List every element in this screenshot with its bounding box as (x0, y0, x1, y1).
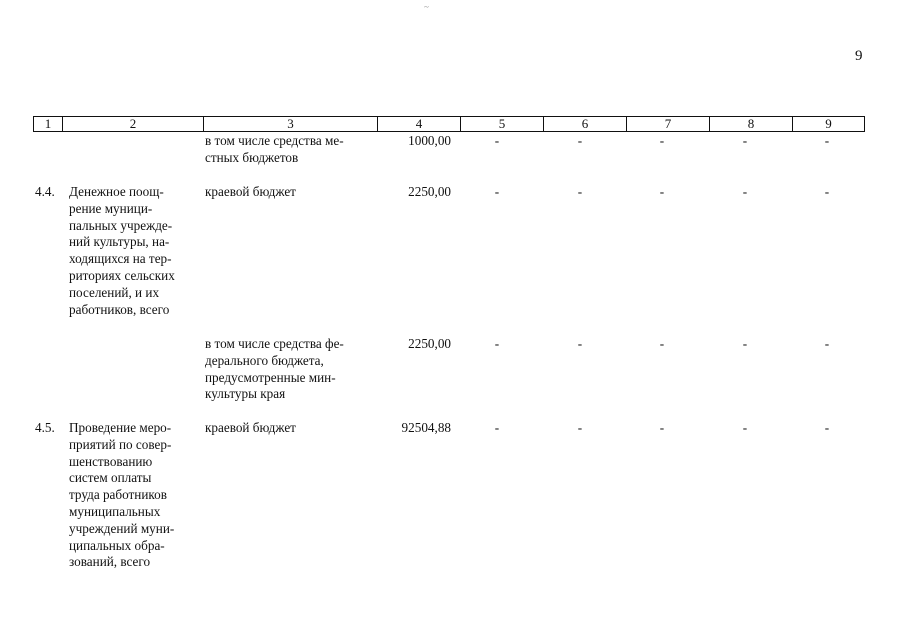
source-line: краевой бюджет (205, 184, 296, 199)
name-line: Проведение меро- (69, 420, 172, 435)
name-line: зований, всего (69, 554, 151, 570)
dash-cell: - (659, 184, 665, 199)
amount-cell: 92504,88 (401, 420, 451, 435)
dash-cell: - (577, 184, 583, 199)
column-header: 3 (204, 117, 378, 132)
dash-cell: - (659, 133, 665, 148)
source-cell (205, 184, 368, 201)
top-mark: ~ (424, 2, 429, 12)
dash-cell: - (659, 336, 665, 351)
column-header-row (33, 116, 865, 132)
name-line: риториях сельских (69, 267, 175, 283)
source-line: предусмотренные мин- (205, 369, 336, 385)
column-header: 2 (63, 117, 204, 132)
dash-cell: - (742, 184, 748, 199)
dash-cell: - (494, 336, 500, 351)
source-line: в том числе средства фе- (205, 336, 344, 351)
row-number: 4.5. (35, 420, 55, 435)
column-header: 4 (378, 117, 461, 132)
dash-cell: - (577, 133, 583, 148)
source-line: в том числе средства ме- (205, 133, 344, 148)
name-line: поселений, и их (69, 284, 160, 300)
source-line: краевой бюджет (205, 420, 296, 435)
name-line: ципальных обра- (69, 537, 165, 553)
dash-cell: - (659, 420, 665, 435)
source-line: культуры края (205, 386, 286, 402)
dash-cell: - (824, 133, 830, 148)
name-line: ний культуры, на- (69, 234, 170, 250)
page-number: 9 (855, 48, 863, 64)
dash-cell: - (577, 336, 583, 351)
dash-cell: - (742, 420, 748, 435)
column-header: 7 (627, 117, 710, 132)
name-line: труда работников (69, 487, 167, 503)
name-line: муниципальных (69, 503, 161, 519)
source-line: стных бюджетов (205, 149, 299, 165)
name-cell (69, 420, 192, 571)
dash-cell: - (742, 336, 748, 351)
source-cell (205, 336, 368, 403)
source-cell (205, 420, 368, 437)
name-line: систем оплаты (69, 470, 152, 486)
column-header: 6 (544, 117, 627, 132)
name-line: приятий по совер- (69, 436, 172, 452)
row-number: 4.4. (35, 184, 55, 199)
name-line: ходящихся на тер- (69, 251, 172, 267)
name-line: учреждений муни- (69, 520, 175, 536)
amount-cell: 2250,00 (408, 336, 451, 351)
dash-cell: - (577, 420, 583, 435)
column-header: 5 (461, 117, 544, 132)
column-header: 9 (793, 117, 865, 132)
column-header: 1 (34, 117, 63, 132)
source-cell (205, 133, 368, 167)
dash-cell: - (494, 420, 500, 435)
dash-cell: - (824, 184, 830, 199)
dash-cell: - (494, 184, 500, 199)
source-line: дерального бюджета, (205, 352, 324, 368)
amount-cell: 1000,00 (408, 133, 451, 148)
dash-cell: - (742, 133, 748, 148)
dash-cell: - (494, 133, 500, 148)
name-line: шенствованию (69, 453, 153, 469)
dash-cell: - (824, 420, 830, 435)
name-line: пальных учрежде- (69, 217, 173, 233)
name-cell (69, 184, 192, 318)
name-line: работников, всего (69, 301, 170, 317)
amount-cell: 2250,00 (408, 184, 451, 199)
name-line: рение муници- (69, 200, 153, 216)
column-header: 8 (710, 117, 793, 132)
dash-cell: - (824, 336, 830, 351)
name-line: Денежное поощ- (69, 184, 164, 199)
